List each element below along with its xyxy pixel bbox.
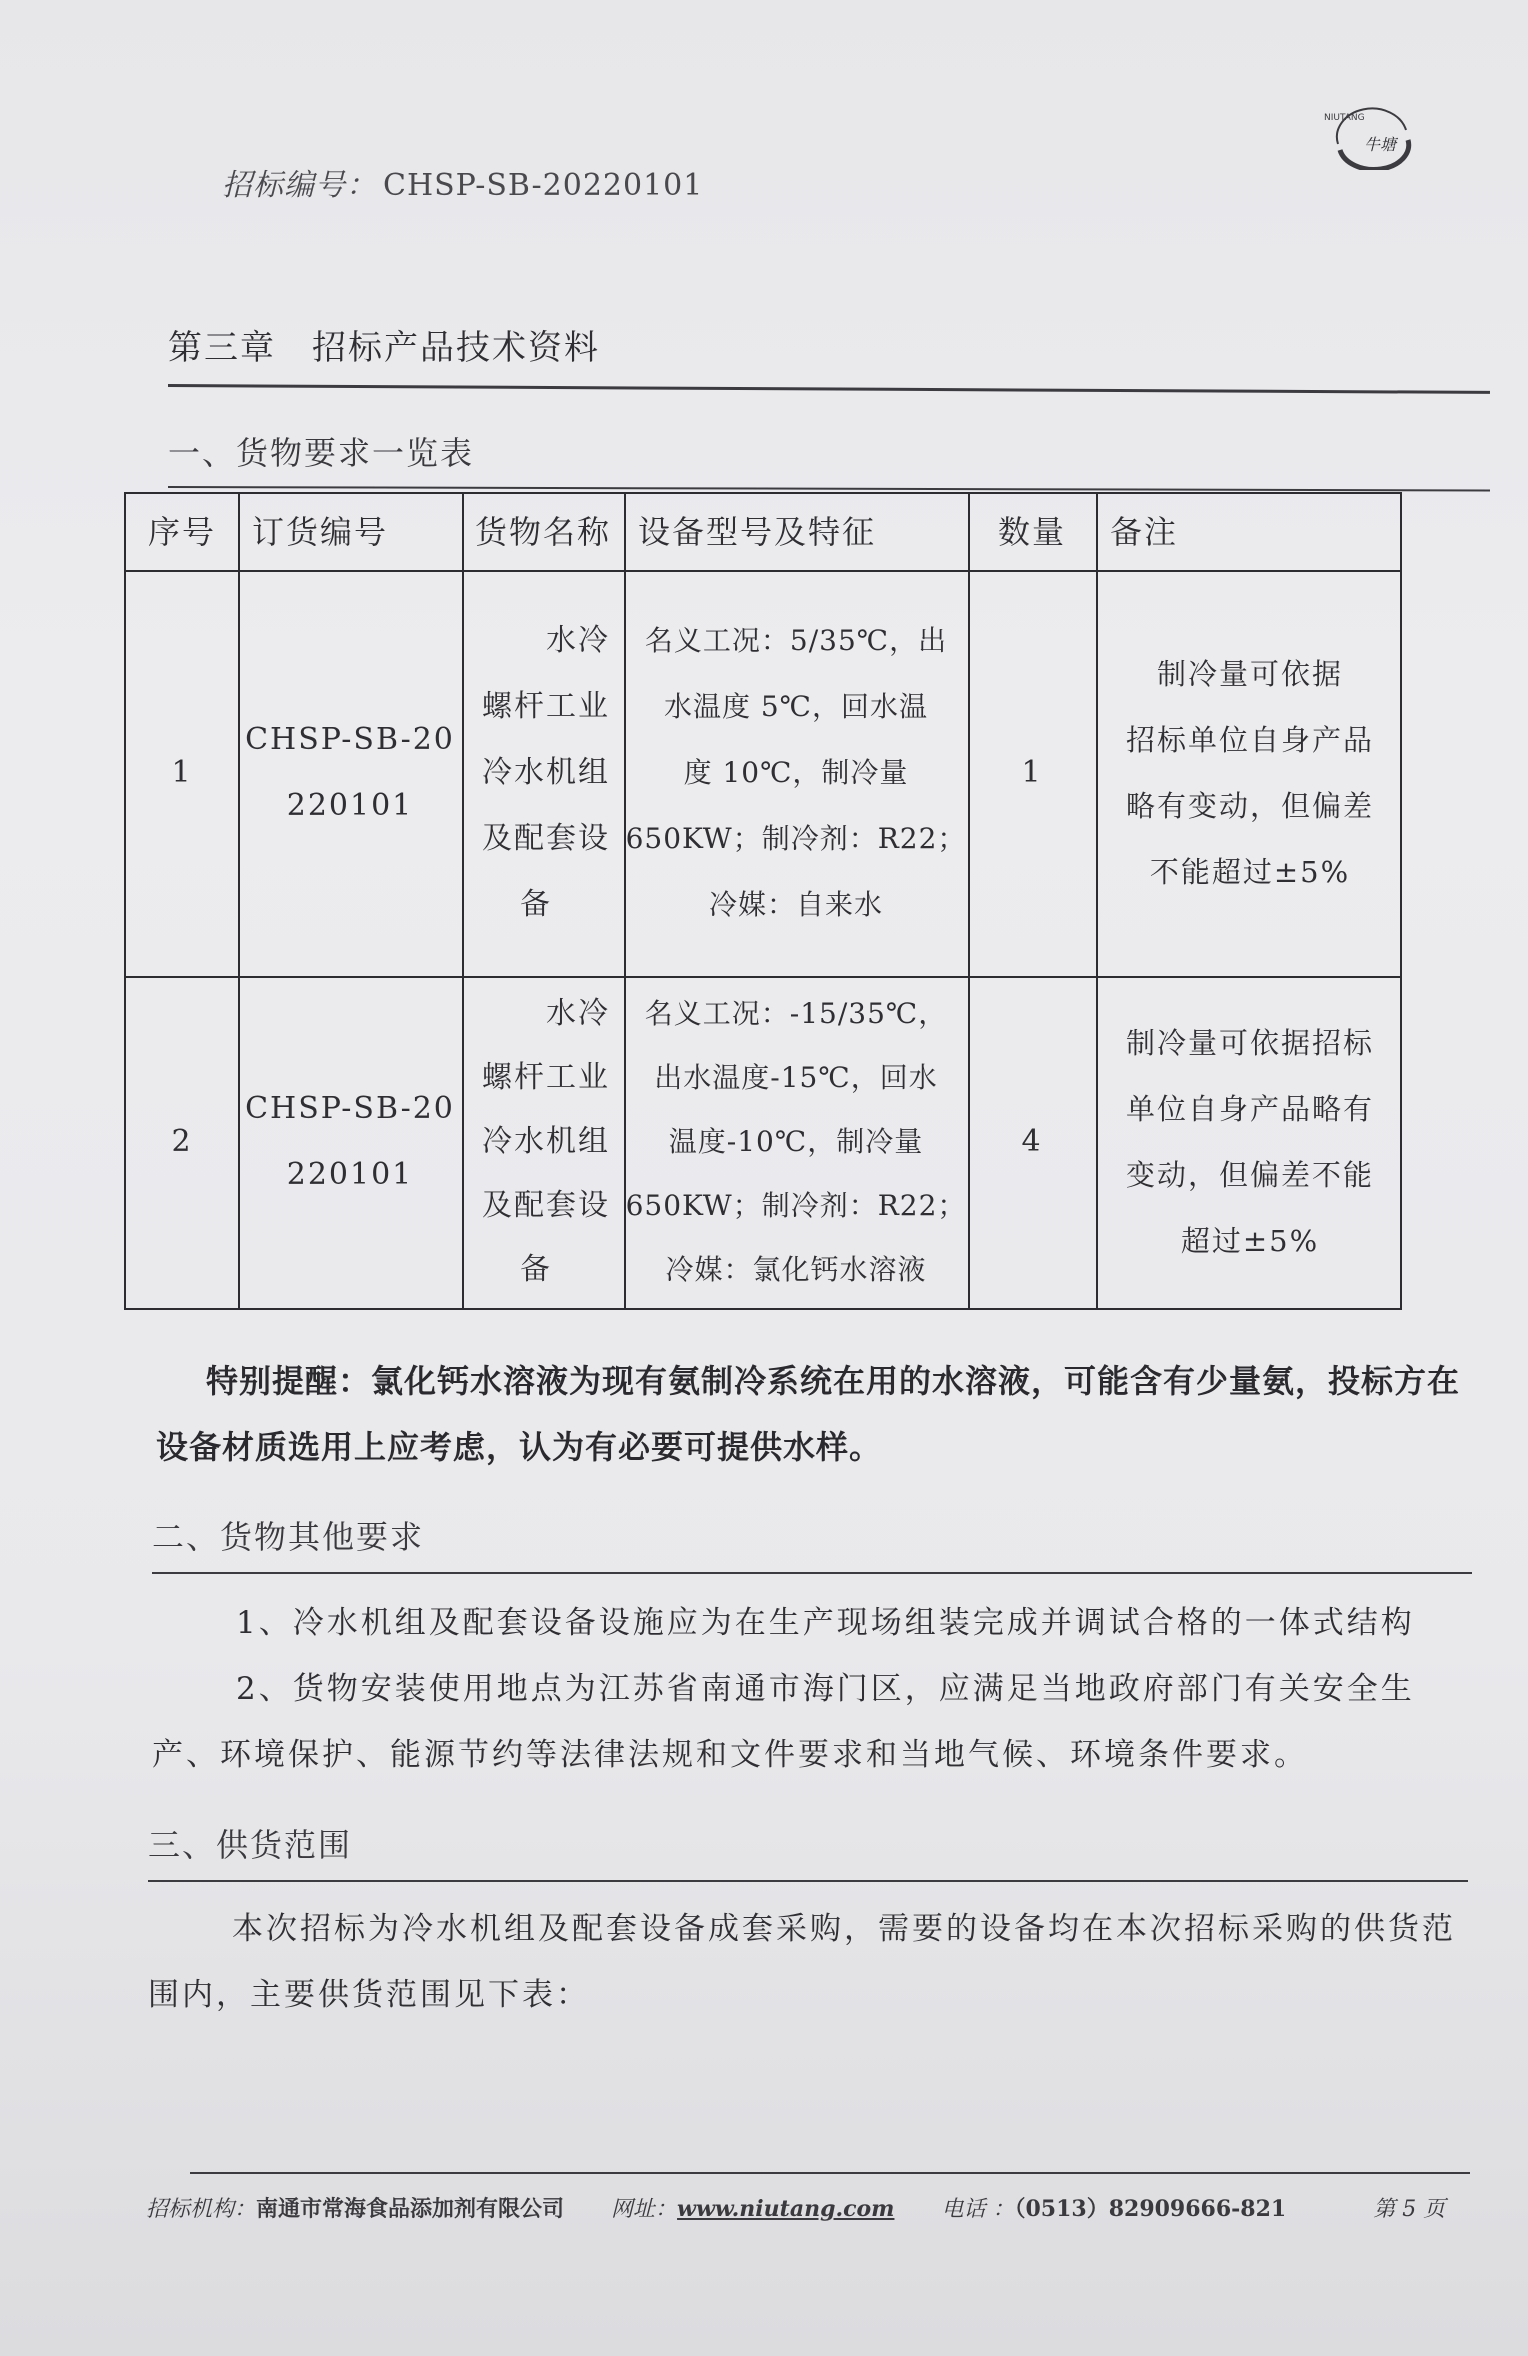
chapter-rule: [168, 384, 1490, 394]
row-2-remark-line: 超过±5%: [1180, 1224, 1320, 1258]
row-1-order-no: [238, 570, 462, 976]
row-1-qty: 1: [1021, 755, 1043, 790]
row-2-spec: [624, 976, 968, 1308]
logo-cn: 牛塘: [1364, 135, 1397, 154]
section-2-item-1: 1、冷水机组及配套设备设施应为在生产现场组装完成并调试合格的一体式结构: [236, 1605, 1415, 1641]
special-reminder: [156, 1348, 1476, 1480]
row-2-remark-line: 制冷量可依据招标: [1125, 1026, 1374, 1060]
page-footer: [146, 2192, 1476, 2223]
row-1-remark-line: 招标单位自身产品: [1125, 723, 1374, 757]
footer-org: 南通市常海食品添加剂有限公司: [256, 2196, 565, 2222]
col-header-spec: 设备型号及特征: [638, 513, 877, 551]
row-1-spec-line: 名义工况：5/35℃，出: [644, 624, 948, 657]
col-header-no: 序号: [147, 513, 216, 551]
section-2-rule: [152, 1572, 1472, 1574]
row-2-spec-line: 名义工况：-15/35℃，: [644, 997, 948, 1030]
row-1-name-line: 及配套设: [482, 821, 610, 856]
special-reminder-text: 氯化钙水溶液为现有氨制冷系统在用的水溶液，可能含有少量氨，投标方在设备材质选用上应考虑，认为有必要可提供水样。: [156, 1362, 1461, 1466]
footer-tel: （0513）82909666-821: [1014, 2196, 1287, 2222]
row-2-order-no-line: 220101: [286, 1157, 414, 1192]
row-1-spec: [624, 570, 968, 976]
row-2-name-line: 冷水机组: [482, 1124, 610, 1159]
row-1-spec-line: 650KW；制冷剂：R22；: [625, 822, 967, 855]
col-header-order-no: 订货编号: [252, 513, 389, 551]
row-2-spec-line: 出水温度-15℃，回水: [654, 1061, 938, 1094]
row-2-spec-line: 温度-10℃，制冷量: [668, 1125, 924, 1158]
tender-number-value: CHSP-SB-20220101: [383, 168, 704, 203]
row-2-qty: 4: [1021, 1124, 1043, 1159]
row-2-name: [462, 976, 624, 1308]
row-1-name-line: 螺杆工业: [482, 689, 610, 724]
row-1-spec-line: 水温度 5℃，回水温: [663, 690, 929, 723]
footer-site-link[interactable]: www.niutang.com: [677, 2196, 895, 2222]
col-header-remark: 备注: [1110, 513, 1179, 551]
row-2-order-no: [238, 976, 462, 1308]
section-2-title: 二、货物其他要求: [152, 1518, 425, 1556]
chapter-title: 招标产品技术资料: [312, 328, 600, 368]
row-2-spec-line: 冷媒：氯化钙水溶液: [665, 1253, 927, 1286]
section-1-rule: [168, 486, 1490, 491]
footer-rule: [190, 2172, 1470, 2174]
footer-page-number: 第 5 页: [1373, 2197, 1446, 2222]
row-2-name-line: 水冷: [546, 996, 610, 1031]
row-1-name: [462, 570, 624, 976]
row-1-name-line: 冷水机组: [482, 755, 610, 790]
footer-site-label: 网址：: [611, 2197, 678, 2222]
row-1-remark-line: 制冷量可依据: [1156, 657, 1343, 691]
section-2-item-2: 2、货物安装使用地点为江苏省南通市海门区，应满足当地政府部门有关安全生产、环境保护、能源节约等法律法规和文件要求和当地气候、环境条件要求。: [152, 1671, 1415, 1773]
row-1-remark: [1096, 570, 1404, 976]
row-1-order-no-line: CHSP-SB-20: [245, 722, 455, 757]
tender-number: [222, 160, 703, 204]
company-logo: [1320, 100, 1420, 170]
footer-org-label: 招标机构：: [146, 2197, 257, 2222]
row-2-remark-line: 单位自身产品略有: [1125, 1092, 1374, 1126]
row-1-order-no-line: 220101: [286, 788, 414, 823]
section-3-rule: [148, 1880, 1468, 1882]
tender-number-label: 招标编号：: [222, 168, 377, 203]
row-2-no: 2: [171, 1124, 193, 1159]
row-1-no: 1: [171, 755, 193, 790]
chapter-heading: [168, 320, 600, 369]
col-header-name: 货物名称: [474, 513, 611, 551]
logo-text: NIUTANG: [1324, 113, 1365, 123]
row-2-name-line: 螺杆工业: [482, 1060, 610, 1095]
section-1-title: 一、货物要求一览表: [168, 434, 475, 472]
row-1-name-line: 水冷: [546, 623, 610, 658]
row-1-spec-line: 冷媒：自来水: [708, 888, 883, 921]
col-header-qty: 数量: [997, 513, 1066, 551]
section-3-text: 本次招标为冷水机组及配套设备成套采购，需要的设备均在本次招标采购的供货范围内，主要供货范围见下表：: [148, 1911, 1456, 2013]
row-2-name-line: 备: [520, 1252, 552, 1287]
row-1-spec-line: 度 10℃，制冷量: [683, 756, 909, 789]
row-1-remark-line: 略有变动，但偏差: [1125, 789, 1374, 823]
footer-tel-label: 电话 ：: [941, 2197, 1015, 2222]
section-3-title: 三、供货范围: [148, 1826, 353, 1864]
row-1-remark-line: 不能超过±5%: [1149, 855, 1351, 889]
row-2-remark: [1096, 976, 1404, 1308]
special-reminder-lead: 特别提醒：: [206, 1362, 372, 1400]
row-2-name-line: 及配套设: [482, 1188, 610, 1223]
chapter-number: 第三章: [168, 328, 276, 368]
row-2-order-no-line: CHSP-SB-20: [245, 1091, 455, 1126]
row-2-spec-line: 650KW；制冷剂：R22；: [625, 1189, 967, 1222]
goods-table: [124, 492, 1402, 1310]
row-1-name-line: 备: [520, 887, 552, 922]
row-2-remark-line: 变动，但偏差不能: [1125, 1158, 1374, 1192]
